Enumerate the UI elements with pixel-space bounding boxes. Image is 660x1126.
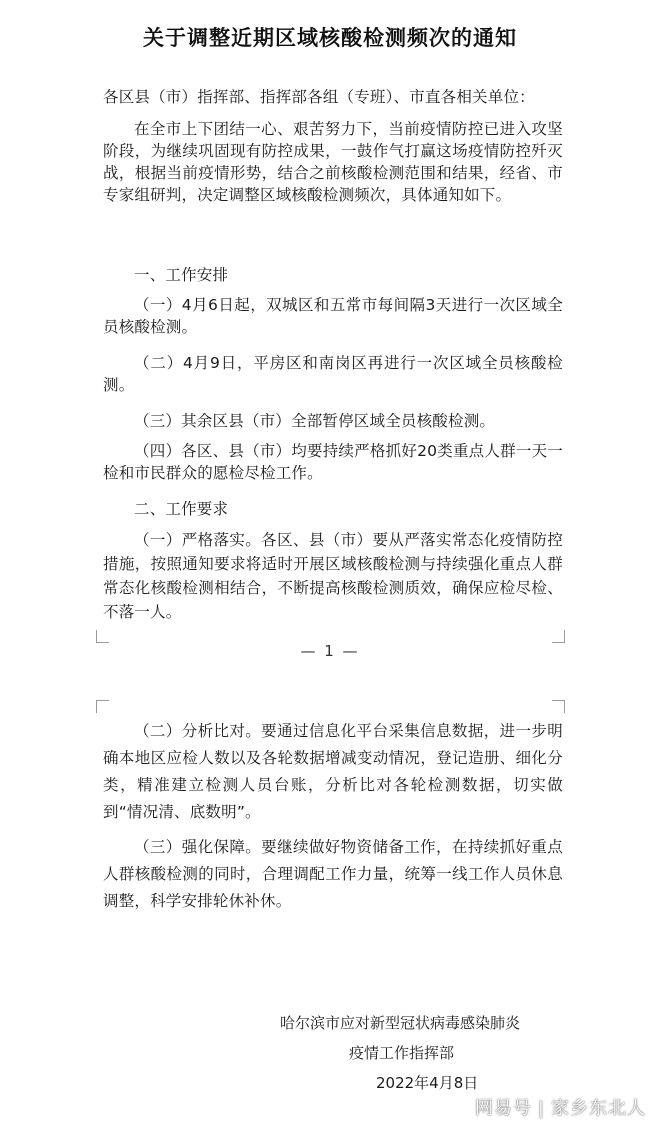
section1-heading: 一、工作安排 [134,266,229,284]
issuer-line-1: 哈尔滨市应对新型冠状病毒感染肺炎 [280,1014,521,1032]
watermark-separator: | [537,1098,545,1119]
crop-mark [552,700,565,713]
intro-paragraph: 在全市上下团结一心、艰苦努力下，当前疫情防控已进入攻坚阶段，为继续巩固现有防控成果，一鼓作气打赢这场疫情防控歼灭战，根据当前疫情形势，结合之前核酸检测范围和结果，经省、市专家组研判，决定调整区域核酸检测频次，具体通知如下。 [103,120,563,204]
watermark-platform: 网易号 [474,1098,532,1119]
section2-item-3: （三）强化保障。要继续做好物资储备工作，在持续抓好重点人群核酸检测的同时，合理调配工作力量，统筹一线工作人员休息调整，科学安排轮休补休。 [103,838,563,910]
issuer-line-2: 疫情工作指挥部 [349,1044,455,1062]
document-title: 关于调整近期区域核酸检测频次的通知 [143,26,517,50]
section2-item-2: （二）分析比对。要通过信息化平台采集信息数据，进一步明确本地区应检人数以及各轮数据增减变动情况，登记造册、细化分类，精准建立检测人员台账，分析比对各轮检测数据，切实做到“情况清、底数明”。 [103,722,563,821]
source-watermark [475,1094,646,1120]
section2-heading: 二、工作要求 [134,500,229,518]
section1-item-3: （三）其余区县（市）全部暂停区域全员核酸检测。 [134,412,496,430]
issue-date: 2022年4月8日 [376,1074,479,1092]
section1-item-2: （二）4月9日，平房区和南岗区再进行一次区域全员核酸检测。 [103,354,563,394]
section2-item-1: （一）严格落实。各区、县（市）要从严落实常态化疫情防控措施，按照通知要求将适时开展区域核酸检测与持续强化重点人群常态化核酸检测相结合，不断提高核酸检测质效，确保应检尽检、不落一人。 [103,531,563,621]
recipient-line: 各区县（市）指挥部、指挥部各组（专班）、市直各相关单位： [103,88,535,106]
page-number: — 1 — [300,642,360,660]
watermark-account: 家乡东北人 [551,1098,646,1119]
section1-item-1: （一）4月6日起，双城区和五常市每间隔3天进行一次区域全员核酸检测。 [103,296,563,336]
section1-item-4: （四）各区、县（市）均要持续严格抓好20类重点人群一天一检和市民群众的愿检尽检工作。 [103,442,563,482]
crop-mark [96,700,109,713]
